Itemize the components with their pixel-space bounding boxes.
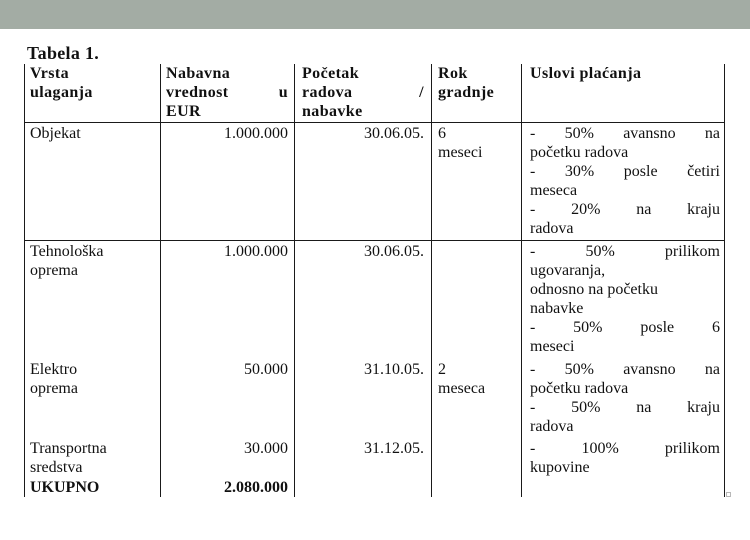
- payment-line: - 50% posle 6: [530, 319, 720, 336]
- payment-line: - 100% prilikom: [530, 440, 720, 457]
- row-4-type: [30, 439, 154, 477]
- row-1-type: [30, 124, 154, 143]
- header-deadline-line: gradnje: [438, 84, 495, 101]
- payment-line: - 50% na kraju: [530, 399, 720, 416]
- header-type-line: ulaganja: [30, 84, 93, 101]
- header-type: [30, 64, 154, 102]
- header-deadline-line: Rok: [438, 65, 468, 82]
- deadline-line: 2: [438, 361, 446, 378]
- header-value-line: Nabavna: [166, 65, 231, 82]
- payment-line: kupovine: [530, 459, 590, 476]
- type-line: Tehnološka: [30, 243, 104, 260]
- type-line: Elektro: [30, 361, 78, 378]
- header-value-line: EUR: [166, 103, 201, 120]
- payment-line: radova: [530, 220, 574, 237]
- row-4-value: 30.000: [244, 440, 288, 457]
- row-3-start: 31.10.05.: [364, 361, 424, 378]
- payment-line: - 50% avansno na: [530, 125, 720, 142]
- payment-line: - 50% prilikom: [530, 243, 720, 260]
- row-1-value: 1.000.000: [224, 125, 288, 142]
- type-line: Transportna: [30, 440, 107, 457]
- type-line: Objekat: [30, 125, 81, 142]
- deadline-line: meseca: [438, 380, 486, 397]
- row-3-payment: [530, 360, 720, 436]
- row-3-deadline: [438, 360, 518, 398]
- table-caption: Tabela 1.: [27, 43, 100, 63]
- payment-line: - 50% avansno na: [530, 361, 720, 378]
- table-border-left: [24, 64, 25, 497]
- header-start-line: radova /: [302, 84, 424, 101]
- header-start-line: nabavke: [302, 103, 363, 120]
- row-1-payment: [530, 124, 720, 238]
- payment-line: odnosno na početku: [530, 281, 658, 298]
- type-line: sredstva: [30, 459, 83, 476]
- deadline-line: meseci: [438, 144, 483, 161]
- header-payment-line: Uslovi plaćanja: [530, 65, 642, 82]
- type-line: oprema: [30, 262, 78, 279]
- column-divider-4: [521, 64, 522, 497]
- header-rule: [24, 122, 724, 123]
- slide-corner-marker: [726, 492, 731, 497]
- payment-line: meseca: [530, 182, 578, 199]
- column-divider-3: [431, 64, 432, 497]
- payment-line: meseci: [530, 338, 575, 355]
- row-2-value: 1.000.000: [224, 243, 288, 260]
- total-value: 2.080.000: [224, 479, 288, 496]
- header-start-line: Početak: [302, 65, 360, 82]
- header-start: [302, 64, 424, 121]
- top-banner: [0, 0, 750, 29]
- row-2-start: 30.06.05.: [364, 243, 424, 260]
- header-value: [166, 64, 288, 121]
- header-payment: [530, 64, 720, 83]
- payment-line: radova: [530, 418, 574, 435]
- row-2-payment: [530, 242, 720, 356]
- header-deadline: [438, 64, 518, 102]
- table-border-right: [724, 64, 725, 497]
- payment-line: početku radova: [530, 380, 629, 397]
- total-label: UKUPNO: [30, 479, 100, 496]
- payment-line: nabavke: [530, 300, 584, 317]
- row-3-type: [30, 360, 154, 398]
- row-3-value: 50.000: [244, 361, 288, 378]
- row-rule: [24, 240, 724, 241]
- type-line: oprema: [30, 380, 78, 397]
- row-4-payment: [530, 439, 720, 477]
- row-1-start: 30.06.05.: [364, 125, 424, 142]
- payment-line: - 30% posle četiri: [530, 163, 720, 180]
- row-4-start: 31.12.05.: [364, 440, 424, 457]
- deadline-line: 6: [438, 125, 446, 142]
- row-1-deadline: [438, 124, 518, 162]
- header-type-line: Vrsta: [30, 65, 70, 82]
- column-divider-2: [294, 64, 295, 497]
- header-value-line: vrednost u: [166, 84, 288, 101]
- column-divider-1: [160, 64, 161, 497]
- payment-line: ugovaranja,: [530, 262, 606, 279]
- row-2-type: [30, 242, 154, 280]
- payment-line: - 20% na kraju: [530, 201, 720, 218]
- payment-line: početku radova: [530, 144, 629, 161]
